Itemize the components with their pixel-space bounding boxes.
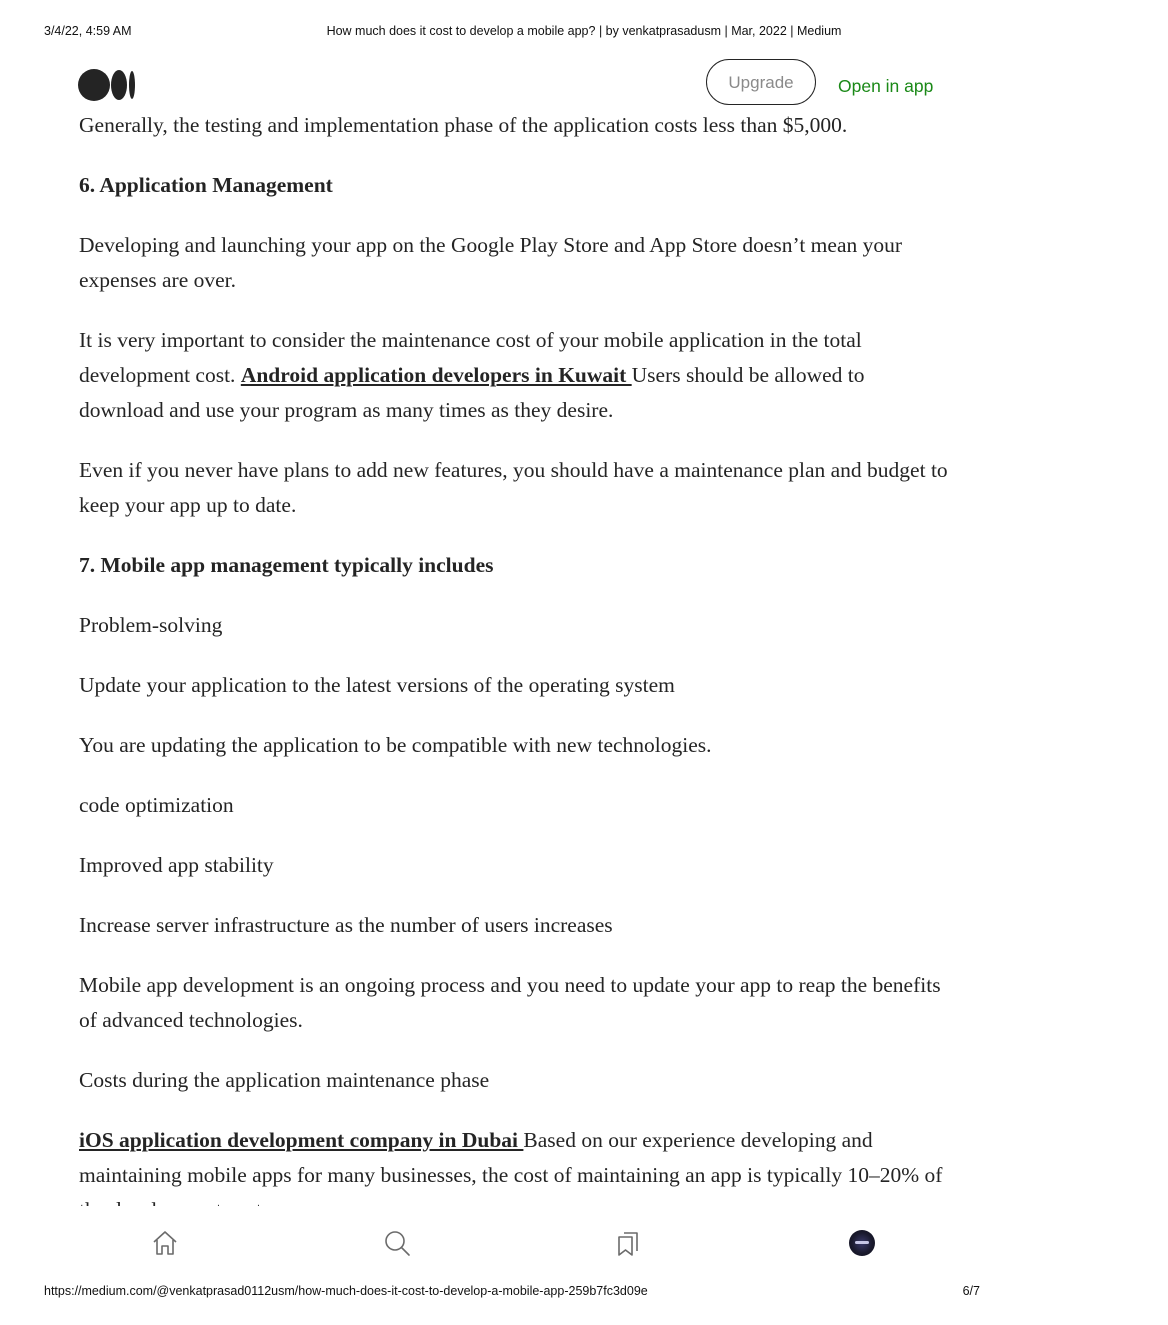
open-in-app-link[interactable]: Open in app — [838, 76, 934, 96]
ios-text-after: Based on our experience developing and maintaining mobile apps for many businesses, the cost of maintaining an app is typically 10–20% of — [79, 1128, 943, 1187]
paragraph-launch: Developing and launching your app on the Google Play Store and App Store doesn’t mean your expenses are over. — [79, 233, 903, 292]
paragraph-maintenance-plan: Even if you never have plans to add new features, you should have a maintenance plan and budget to keep your app up to date. — [79, 458, 948, 517]
paragraph-maintenance — [79, 323, 949, 428]
home-icon[interactable] — [150, 1228, 180, 1258]
paragraph-costs-maintenance-phase: Costs during the application maintenance phase — [79, 1068, 490, 1092]
print-header — [0, 24, 1024, 42]
print-page-number: 6/7 — [962, 1284, 980, 1298]
list-item: Problem-solving — [79, 613, 223, 637]
upgrade-button[interactable]: Upgrade — [706, 59, 816, 105]
heading-application-management: 6. Application Management — [79, 173, 333, 197]
avatar[interactable] — [849, 1230, 875, 1256]
print-url: https://medium.com/@venkatprasad0112usm/how-much-does-it-cost-to-develop-a-mobile-app-259b7fc3d09e — [44, 1284, 648, 1298]
list-item: You are updating the application to be compatible with new technologies. — [79, 733, 712, 757]
paragraph-testing-cost: Generally, the testing and implementation phase of the application costs less than $5,000. — [79, 113, 848, 137]
list-item: Update your application to the latest versions of the operating system — [79, 673, 675, 697]
maintenance-text-before: It is very important to consider the maintenance cost of your mobile application in the total development cost. — [79, 328, 862, 387]
print-page-title: How much does it cost to develop a mobile app? | by venkatprasadusm | Mar, 2022 | Medium — [326, 24, 842, 38]
list-item: code optimization — [79, 793, 234, 817]
print-datetime: 3/4/22, 4:59 AM — [44, 24, 132, 38]
medium-logo-icon[interactable] — [78, 69, 136, 101]
article-body — [79, 108, 949, 1206]
link-android-developers-kuwait[interactable]: Android application developers in Kuwait — [240, 363, 632, 387]
search-icon[interactable] — [382, 1228, 412, 1258]
link-ios-development-dubai[interactable]: iOS application development company in Dubai — [79, 1128, 524, 1152]
bottom-nav — [0, 1206, 1024, 1276]
list-item: Increase server infrastructure as the number of users increases — [79, 913, 613, 937]
paragraph-ongoing-process: Mobile app development is an ongoing process and you need to update your app to reap the benefits of advanced technologies. — [79, 973, 941, 1032]
list-item: Improved app stability — [79, 853, 274, 877]
bookmarks-icon[interactable] — [614, 1228, 644, 1258]
maintenance-text-after: Users should be allowed to download and use your program as many times as they desire. — [79, 363, 865, 422]
print-footer — [0, 1284, 1024, 1302]
heading-management-includes: 7. Mobile app management typically includes — [79, 553, 494, 577]
